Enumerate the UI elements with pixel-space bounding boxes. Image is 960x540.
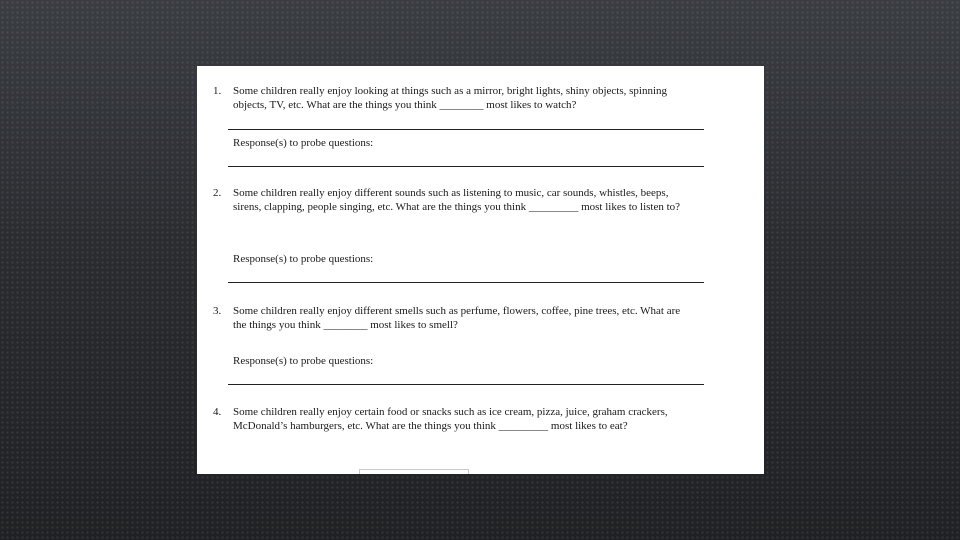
response-label: Response(s) to probe questions: bbox=[233, 355, 374, 367]
question-text: Some children really enjoy different sounds such as listening to music, car sounds, whistles, beeps, sirens, clapping, people singing, etc. What are the things you think _________ most likes to listen to? bbox=[233, 187, 681, 213]
question-text: Some children really enjoy certain food or snacks such as ice cream, pizza, juice, graham crackers, McDonald’s hamburgers, etc. What are the things you think _________ most likes to eat? bbox=[233, 406, 668, 432]
answer-line bbox=[228, 129, 704, 130]
question-number: 2. bbox=[213, 187, 222, 199]
page-footer-tab bbox=[359, 469, 469, 474]
question-text: Some children really enjoy looking at things such as a mirror, bright lights, shiny objects, spinning objects, TV, etc. What are the things you think ________ most likes to watch? bbox=[233, 85, 668, 111]
document-page bbox=[197, 66, 764, 474]
question-text: Some children really enjoy different smells such as perfume, flowers, coffee, pine trees, etc. What are the things you think ________ most likes to smell? bbox=[233, 305, 681, 331]
response-line bbox=[228, 166, 704, 167]
response-line bbox=[228, 282, 704, 283]
question-3 bbox=[213, 304, 693, 332]
question-number: 1. bbox=[213, 85, 222, 97]
question-number: 4. bbox=[213, 406, 222, 418]
response-label: Response(s) to probe questions: bbox=[233, 137, 374, 149]
question-1 bbox=[213, 84, 693, 112]
question-number: 3. bbox=[213, 305, 222, 317]
question-4 bbox=[213, 405, 693, 433]
response-line bbox=[228, 384, 704, 385]
question-2 bbox=[213, 186, 693, 214]
response-label: Response(s) to probe questions: bbox=[233, 253, 374, 265]
